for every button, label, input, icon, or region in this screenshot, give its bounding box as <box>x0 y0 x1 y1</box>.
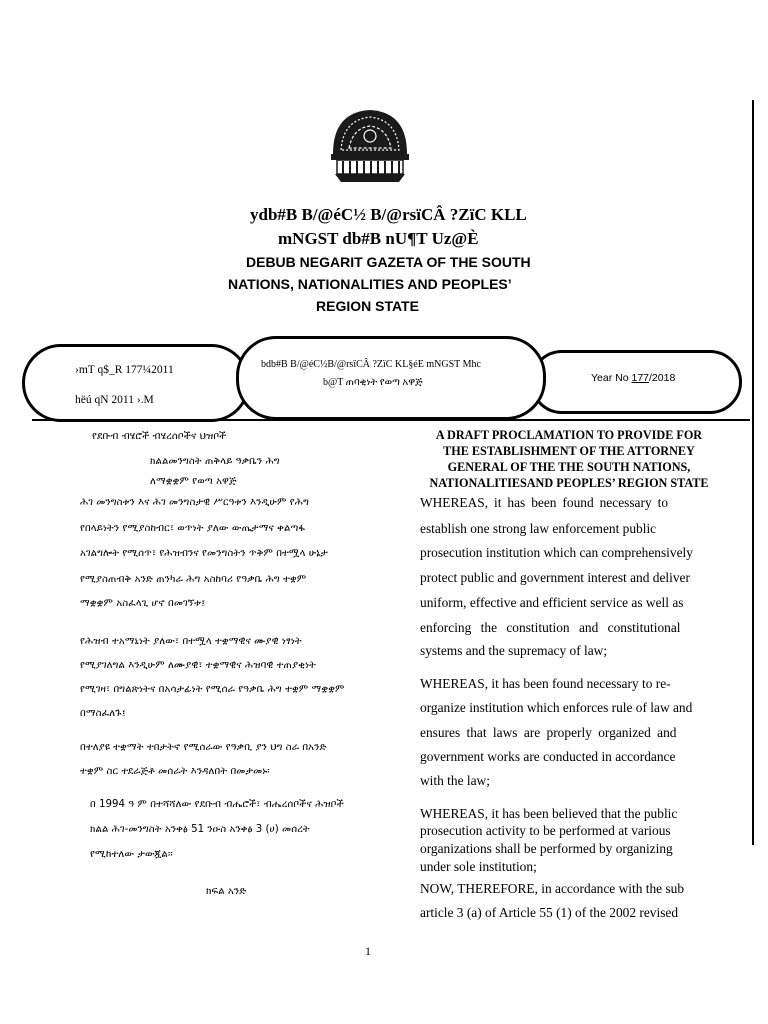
right-para2-line-2: organize institution which enforces rule of law and <box>420 700 693 715</box>
year-number <box>591 372 675 384</box>
issue-info-box-center <box>236 336 546 420</box>
right-para1-line-6: enforcing the constitution and constitutional <box>420 620 681 635</box>
left-para1-line-3: አገልግሎት የሚሰጥ፣ የሕዝብንና የመንግስትን ጥቅም በተሟላ ሁኔታ <box>80 548 328 559</box>
issue-number-amharic: ›mT q$_R 177¼2011 <box>75 364 174 376</box>
header-amharic-line-2: mNGST db#B nU¶T Uz@È <box>278 229 479 248</box>
right-para1-line-3: prosecution institution which can comprehensively <box>420 545 693 560</box>
header-amharic-line-1: ydb#B B/@éC½ B/@rsïCÂ ?ZïC KLL <box>250 205 527 224</box>
header-english-line-2: NATIONS, NATIONALITIES AND PEOPLES’ <box>228 276 512 292</box>
year-no-year: /2018 <box>649 372 676 384</box>
left-title-line-2: ክልልመንግስት ጠቅላይ ዓቃቤን ሕግ <box>150 456 280 467</box>
header-english-line-3: REGION STATE <box>316 298 419 314</box>
right-title-line-3: GENERAL OF THE THE SOUTH NATIONS, <box>447 460 691 474</box>
left-para1-line-5: ማቋቋም አስፈላጊ ሆኖ በመገኘቱ፤ <box>80 598 206 609</box>
left-part-heading: ክፍል አንድ <box>206 886 247 897</box>
left-title-line-3: ለማቋቋም የወጣ አዋጅ <box>150 476 237 487</box>
left-para3-line-2: ተቋም ስር ተደራጅቶ መሰራት እንዳለበት በመታመኑ፡ <box>80 766 270 777</box>
right-para3-line-6: article 3 (a) of Article 55 (1) of the 2002 revised <box>420 905 679 920</box>
center-info-line-2: b@T ጠባቂነት የወጣ አዋጅ <box>323 377 423 388</box>
left-para4-line-2: ክልል ሕገ-መንግስት አንቀፅ 51 ንዑስ አንቀፅ 3 (ሀ) መሰረት <box>90 824 310 835</box>
left-para1-line-4: የሚያስጠብቅ አንድ ጠንካራ ሕግ አስከባሪ የዓቃቤ ሕግ ተቋም <box>80 574 307 585</box>
right-title-line-4: NATIONALITIESAND PEOPLES’ REGION STATE <box>429 476 709 490</box>
left-para1-line-1: ሕገ መንግስቱን እና ሕገ መንግስታዊ ሥርዓቱን እንዲሁም የሕግ <box>80 497 310 508</box>
header-english-line-1: DEBUB NEGARIT GAZETA OF THE SOUTH <box>246 254 531 270</box>
left-para2-line-2: የሚያገለግል እንዲሁም ለሙያዊ፣ ተቋማዊና ሕዝባዊ ተጠያቂነት <box>80 660 317 671</box>
page-number: 1 <box>365 944 371 958</box>
issue-info-box-right <box>530 350 742 414</box>
left-para4-line-1: በ 1994 ዓ ም በተሻሻለው የደቡብ ብሔሮች፣ ብሔረሰቦችና ሕዝቦች <box>90 799 344 810</box>
year-no-number: 177 <box>631 372 650 384</box>
right-title-line-1: A DRAFT PROCLAMATION TO PROVIDE FOR <box>435 428 703 442</box>
right-para1-line-4: protect public and government interest and deliver <box>420 570 690 585</box>
right-para3-line-1: WHEREAS, it has been believed that the public <box>420 806 678 821</box>
year-no-label: Year No <box>591 372 629 384</box>
left-title-line-1: የደቡብ ብሄሮች ብሄረሰቦችና ህዝቦች <box>92 431 227 442</box>
left-para2-line-3: የሚገዛ፣ በግልጽነትና በአሳታፊነት የሚሰራ የዓቃቤ ሕግ ተቋም ማቋቋም <box>80 684 345 695</box>
right-para1-line-7: systems and the supremacy of law; <box>420 643 608 658</box>
right-para3-line-3: organizations shall be performed by organizing <box>420 841 673 856</box>
center-info-line-1: bdb#B B/@éC½B/@rsïCÂ ?ZïC KL§éE mNGST Mhc <box>261 359 481 370</box>
right-para1-line-2: establish one strong law enforcement public <box>420 521 657 536</box>
right-para1-line-5: uniform, effective and efficient service as well as <box>420 595 684 610</box>
left-para2-line-1: የሕዝብ ተአማኒነት ያለው፣ በተሟላ ተቋማዊና ሙያዊ ነፃነት <box>80 636 302 647</box>
right-para3-line-5: NOW, THEREFORE, in accordance with the sub <box>420 881 685 896</box>
right-para3-line-4: under sole institution; <box>420 859 537 874</box>
right-para3-line-2: prosecution activity to be performed at various <box>420 823 671 838</box>
right-title-line-2: THE ESTABLISHMENT OF THE ATTORNEY <box>443 444 695 458</box>
issue-info-box-left <box>22 344 250 422</box>
issue-date-amharic: hëú qN 2011 ›.M <box>75 394 154 406</box>
left-para3-line-1: በተለያዩ ተቋማት ተበታትኖ የሚሰራው የዓቃቢ ያን ህግ ስራ በአንድ <box>80 742 327 753</box>
right-para2-line-4: government works are conducted in accordance <box>420 749 676 764</box>
left-para1-line-2: የበላይነትን የሚያስከብር፣ ወጥነት ያለው ውጤታማና ቀልጣፋ <box>80 523 305 534</box>
column-top-rule <box>32 419 750 421</box>
right-para2-line-1: WHEREAS, it has been found necessary to re- <box>420 676 671 691</box>
right-margin-rule <box>752 100 754 845</box>
regional-emblem-icon <box>327 104 413 186</box>
left-para2-line-4: በማስፈለጉ፤ <box>80 708 126 719</box>
left-para4-line-3: የሚከተለው ታውጇል፡፡ <box>90 849 173 860</box>
right-para1-line-1: WHEREAS, it has been found necessary to <box>420 495 669 510</box>
right-para2-line-5: with the law; <box>420 773 490 788</box>
right-para2-line-3: ensures that laws are properly organized and <box>420 725 677 740</box>
